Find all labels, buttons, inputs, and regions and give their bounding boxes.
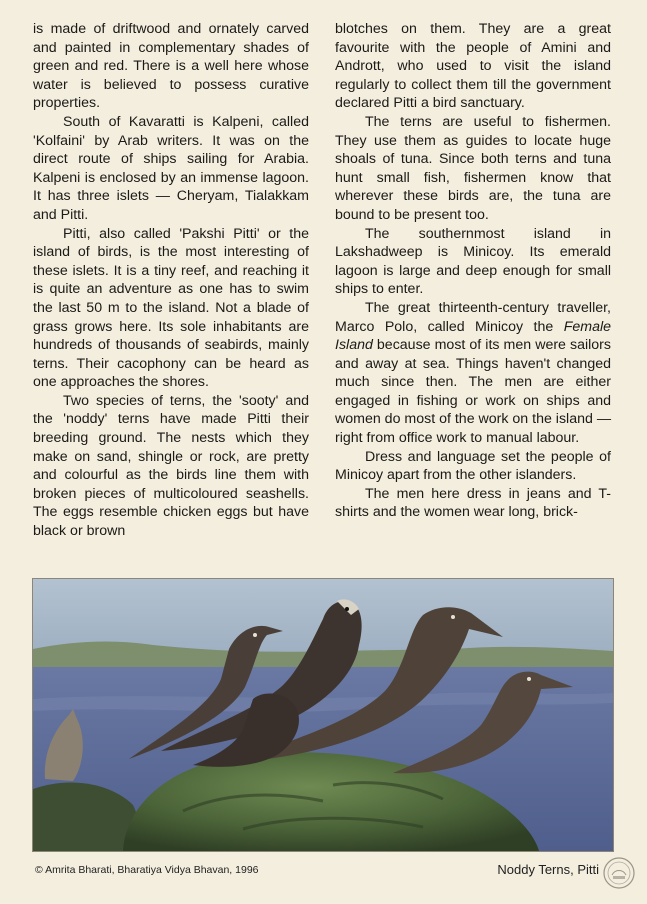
left-column: [33, 20, 309, 541]
paragraph: [335, 299, 611, 448]
paragraph: The southernmost island in Lakshadweep is Minicoy. Its emerald lagoon is large and deep enough for small ships to enter.: [335, 225, 611, 298]
text-run: The great thirteenth-century traveller, Marco Polo, called Minicoy the: [335, 299, 611, 335]
library-stamp-icon: [601, 855, 637, 891]
paragraph: The terns are useful to fishermen. They use them as guides to locate huge shoals of tuna. Since both terns and tuna hunt small fish, fishermen know that wherever these birds are, the tuna are bound to be present too.: [335, 113, 611, 223]
illustration-caption: Noddy Terns, Pitti: [497, 862, 599, 877]
paragraph: Pitti, also called 'Pakshi Pitti' or the island of birds, is the most interesting of these islets. It is a tiny reef, and reaching it is quite an adventure as one has to swim the last 50 m to the island. Not a blade of grass grows here. Its sole inhabitants are hundreds of thousands of seabirds, mainly terns. Their cacophony can be heard as one approaches the shores.: [33, 225, 309, 391]
right-column: [335, 20, 611, 522]
emphasis-text: Female Island: [335, 318, 611, 354]
noddy-terns-illustration: [32, 578, 614, 852]
paragraph: The men here dress in jeans and T-shirts and the women wear long, brick-: [335, 485, 611, 521]
copyright-notice: © Amrita Bharati, Bharatiya Vidya Bhavan, 1996: [35, 864, 259, 876]
illustration-drawing: [33, 579, 613, 851]
text-run: because most of its men were sailors and away at sea. Things haven't changed much since then. The men are either engaged in fishing or work on ships and women do most of the work on the island — right from office work to manual labour.: [335, 337, 612, 447]
paragraph: Two species of terns, the 'sooty' and the 'noddy' terns have made Pitti their breeding ground. The nests which they make on sand, shingle or rock, are pretty and colourful as the birds line them with broken pieces of multicoloured seashells. The eggs resemble chicken eggs but have black or brown: [33, 392, 309, 540]
paragraph: blotches on them. They are a great favourite with the people of Amini and Andrott, who used to visit the island regularly to collect them till the government declared Pitti a bird sanctuary.: [335, 21, 611, 112]
paragraph: Dress and language set the people of Minicoy apart from the other islanders.: [335, 448, 611, 484]
paragraph: is made of driftwood and ornately carved and painted in complementary shades of green and red. There is a well here whose water is believed to possess curative properties.: [33, 21, 309, 112]
paragraph: South of Kavaratti is Kalpeni, called 'Kolfaini' by Arab writers. It was on the direct route of ships sailing for Arabia. Kalpeni is enclosed by an immense lagoon. It has three islets — Cheryam, Tialakkam and Pitti.: [33, 113, 309, 223]
